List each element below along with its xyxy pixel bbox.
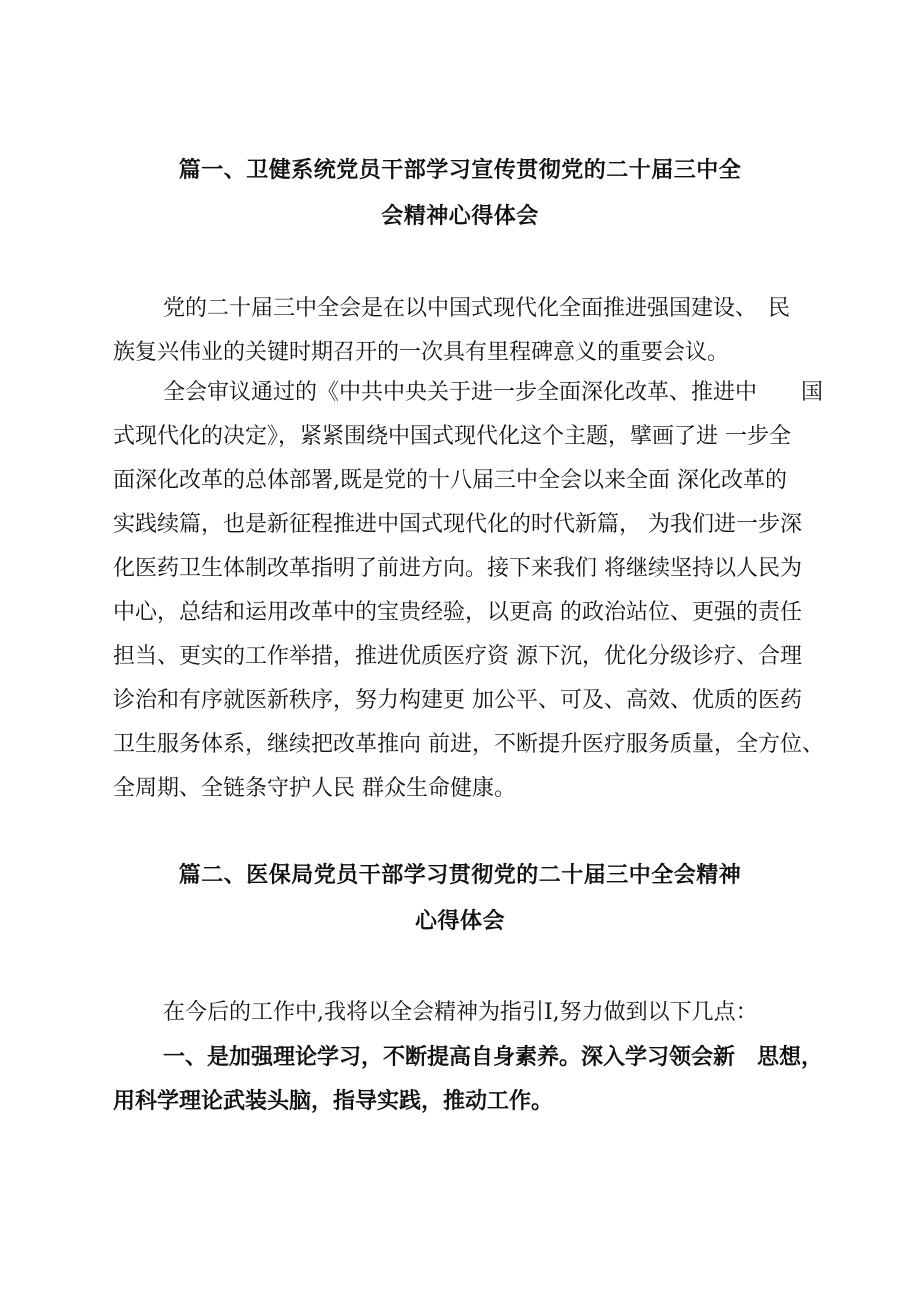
section2-title-line-1: 篇二、医保局党员干部学习贯彻党的二十届三中全会精神 bbox=[178, 862, 742, 888]
paragraph-line: 全会审议通过的《中共中央关于进一步全面深化改革、推进中 国 bbox=[163, 380, 824, 405]
paragraph-line: 面深化改革的总体部署,既是党的十八届三中全会以来全面 深化改革的 bbox=[113, 468, 787, 493]
paragraph-line: 族复兴伟业的关键时期召开的一次具有里程碑意义的重要会议。 bbox=[113, 340, 730, 365]
section1-title-line-2: 会精神心得体会 bbox=[381, 203, 539, 229]
paragraph-line: 实践续篇，也是新征程推进中国式现代化的时代新篇， 为我们进一步深 bbox=[113, 512, 802, 537]
paragraph-line: 一、是加强理论学习，不断提高自身素养。深入学习领会新 思想， bbox=[163, 1044, 824, 1070]
paragraph-line: 在今后的工作中,我将以全会精神为指引I,努力做到以下几点： bbox=[163, 1000, 758, 1025]
paragraph-line: 全周期、全链条守护人民 群众生命健康。 bbox=[113, 776, 516, 801]
section1-paragraph-1 bbox=[113, 287, 853, 375]
section1-title bbox=[100, 147, 820, 239]
paragraph-line: 诊治和有序就医新秩序，努力构建更 加公平、可及、高效、优质的医药 bbox=[113, 688, 802, 713]
paragraph-line: 党的二十届三中全会是在以中国式现代化全面推进强国建设、 民 bbox=[163, 296, 791, 321]
paragraph-line: 中心，总结和运用改革中的宝贵经验，以更高 的政治站位、更强的责任 bbox=[113, 600, 802, 625]
section1-paragraph-2 bbox=[113, 371, 853, 811]
paragraph-line: 式现代化的决定》，紧紧围绕中国式现代化这个主题，擘画了进 一步全 bbox=[113, 424, 791, 449]
section1-title-line-1: 篇一、卫健系统党员干部学习宣传贯彻党的二十届三中全 bbox=[178, 157, 742, 183]
section2-paragraph-2 bbox=[113, 1035, 853, 1123]
section2-title bbox=[100, 852, 820, 944]
paragraph-line: 化医药卫生体制改革指明了前进方向。接下来我们 将继续坚持以人民为 bbox=[113, 556, 802, 581]
paragraph-line: 卫生服务体系，继续把改革推向 前进，不断提升医疗服务质量，全方位、 bbox=[113, 732, 824, 757]
paragraph-line: 担当、更实的工作举措，推进优质医疗资 源下沉，优化分级诊疗、合理 bbox=[113, 644, 802, 669]
section2-paragraph-1 bbox=[113, 991, 853, 1035]
paragraph-line: 用科学理论武装头脑，指导实践，推动工作。 bbox=[113, 1088, 554, 1114]
section2-title-line-2: 心得体会 bbox=[414, 908, 505, 934]
